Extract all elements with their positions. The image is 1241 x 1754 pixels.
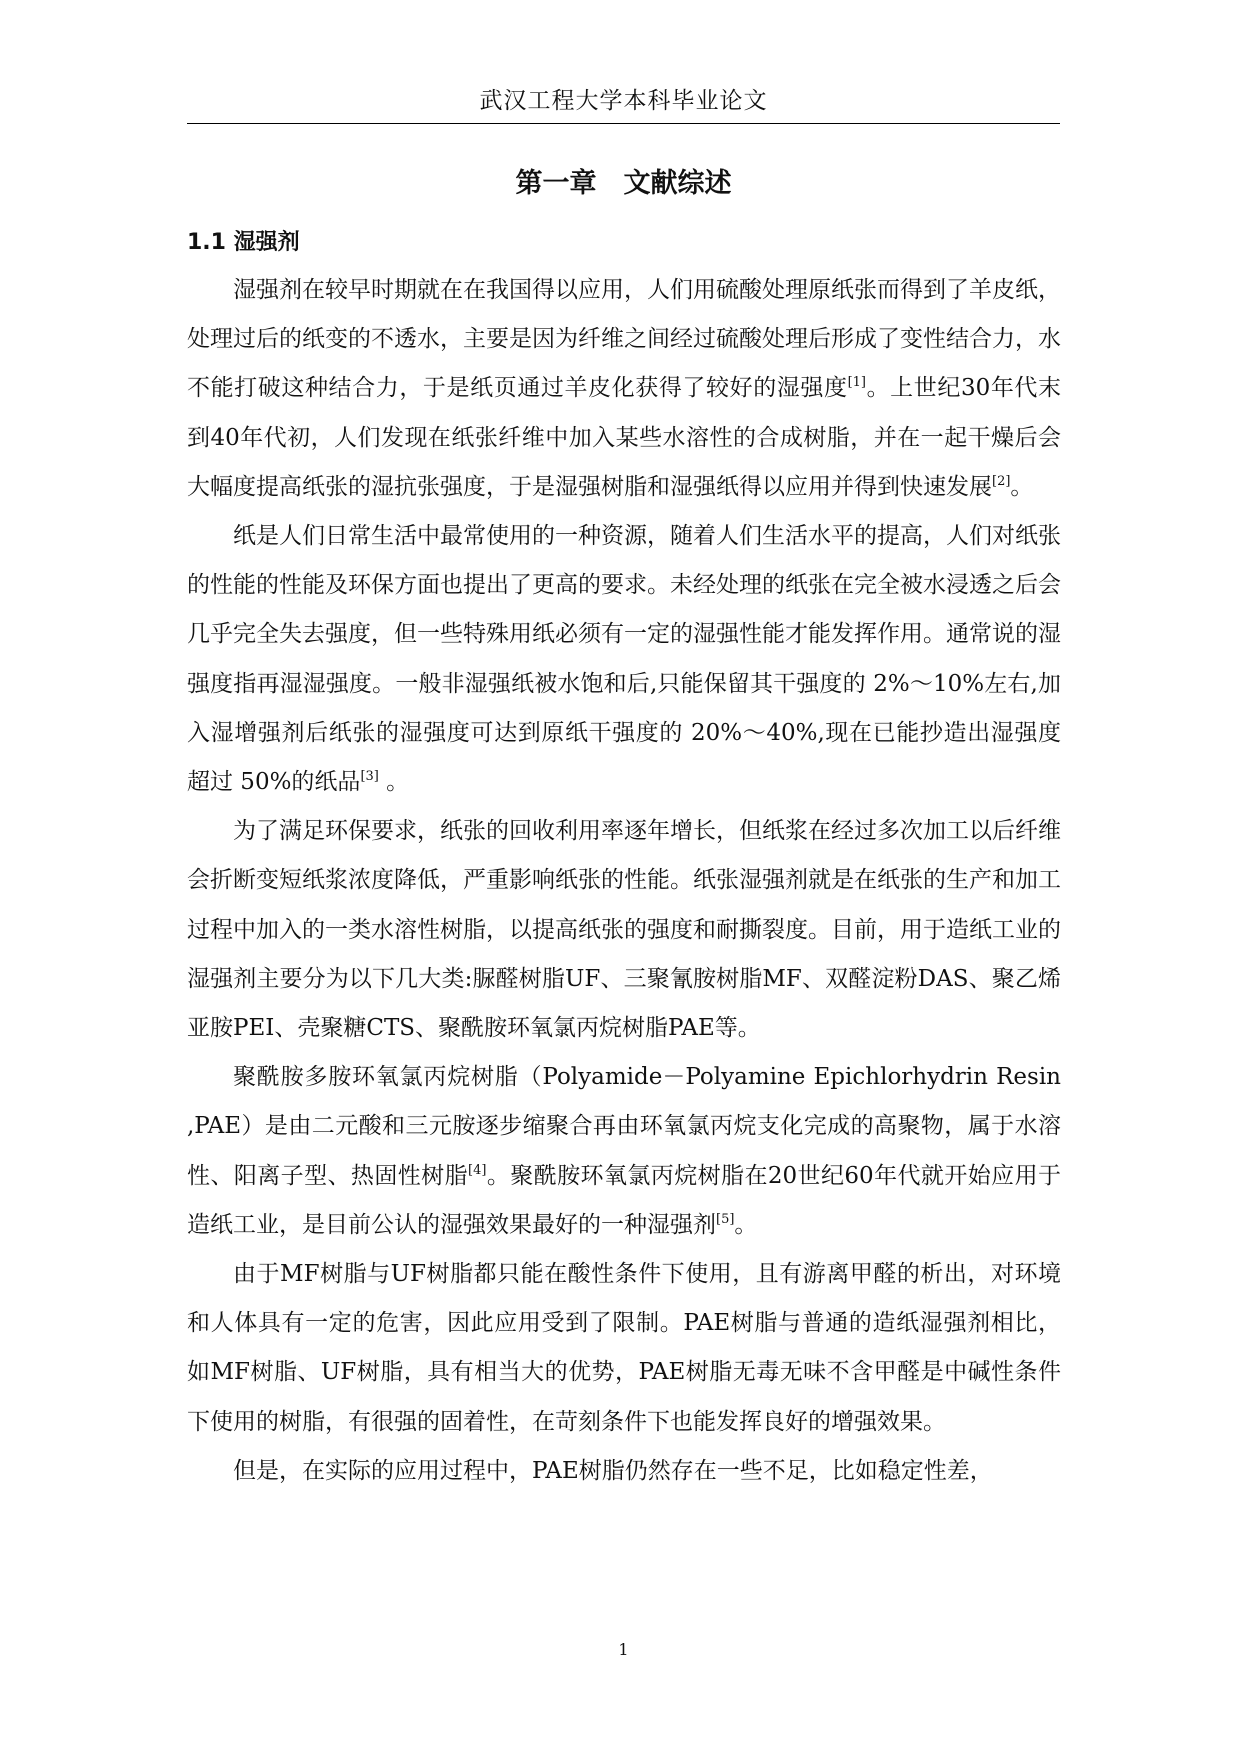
page-number: 1: [618, 1640, 629, 1659]
section-heading: 1.1 湿强剂: [187, 230, 300, 255]
text-run: 湿强剂在较早时期就在在我国得以应用，人们用硫酸处理原纸张而得到了羊皮纸，处理过后的纸变的不透水，主要是因为纤维之间经过硫酸处理后形成了变性结合力，水不能打破这种结合力，于是纸页通过羊皮化获得了较好的湿强度: [187, 277, 1061, 402]
running-header: 武汉工程大学本科毕业论文: [479, 88, 768, 114]
body-text: [187, 266, 1061, 1496]
chapter-title: 第一章 文献综述: [515, 168, 732, 199]
paragraph: [187, 1447, 1061, 1496]
paragraph: [187, 1053, 1061, 1250]
paragraph: [187, 512, 1061, 807]
citation-ref: [2]: [992, 473, 1011, 489]
text-run: 但是，在实际的应用过程中，PAE树脂仍然存在一些不足，比如稳定性差，: [233, 1457, 993, 1484]
paragraph: [187, 266, 1061, 512]
text-run: 聚酰胺多胺环氧氯丙烷树脂（Polyamide－Polyamine Epichlorhydrin Resin ,PAE）是由二元酸和三元胺逐步缩聚合再由环氧氯丙烷支化完成的高聚物，属于水溶性、阳离子型、热固性树脂: [187, 1064, 1061, 1189]
text-run: 。上世纪30年代末到40年代初，人们发现在纸张纤维中加入某些水溶性的合成树脂，并在一起干燥后会大幅度提高纸张的湿抗张强度，于是湿强树脂和湿强纸得以应用并得到快速发展: [187, 375, 1061, 500]
citation-ref: [4]: [468, 1162, 487, 1178]
paragraph: [187, 807, 1061, 1053]
text-run: 。: [734, 1211, 758, 1238]
text-run: 纸是人们日常生活中最常使用的一种资源，随着人们生活水平的提高，人们对纸张的性能的性能及环保方面也提出了更高的要求。未经处理的纸张在完全被水浸透之后会几乎完全失去强度，但一些特殊用纸必须有一定的湿强性能才能发挥作用。通常说的湿强度指再湿湿强度。一般非湿强纸被水饱和后,只能保留其干强度的 2%～10%左右,加入湿增强剂后纸张的湿强度可达到原纸干强度的 20%～40%,现在已能抄造出湿强度超过 50%的纸品: [187, 523, 1061, 796]
header-rule: [187, 123, 1060, 124]
citation-ref: [5]: [716, 1211, 735, 1227]
text-run: 由于MF树脂与UF树脂都只能在酸性条件下使用，且有游离甲醛的析出，对环境和人体具有一定的危害，因此应用受到了限制。PAE树脂与普通的造纸湿强剂相比，如MF树脂、UF树脂，具有相当大的优势，PAE树脂无毒无味不含甲醛是中碱性条件下使用的树脂，有很强的固着性，在苛刻条件下也能发挥良好的增强效果。: [187, 1261, 1061, 1435]
citation-ref: [1]: [847, 375, 866, 391]
text-run: 。聚酰胺环氧氯丙烷树脂在20世纪60年代就开始应用于造纸工业，是目前公认的湿强效果最好的一种湿强剂: [187, 1162, 1061, 1238]
text-run: 。: [378, 769, 410, 796]
citation-ref: [3]: [360, 769, 379, 785]
paragraph: [187, 1250, 1061, 1447]
text-run: 为了满足环保要求，纸张的回收利用率逐年增长，但纸浆在经过多次加工以后纤维会折断变短纸浆浓度降低，严重影响纸张的性能。纸张湿强剂就是在纸张的生产和加工过程中加入的一类水溶性树脂，以提高纸张的强度和耐撕裂度。目前，用于造纸工业的湿强剂主要分为以下几大类:脲醛树脂UF、三聚氰胺树脂MF、双醛淀粉DAS、聚乙烯亚胺PEI、壳聚糖CTS、聚酰胺环氧氯丙烷树脂PAE等。: [187, 818, 1061, 1042]
text-run: 。: [1010, 473, 1034, 500]
